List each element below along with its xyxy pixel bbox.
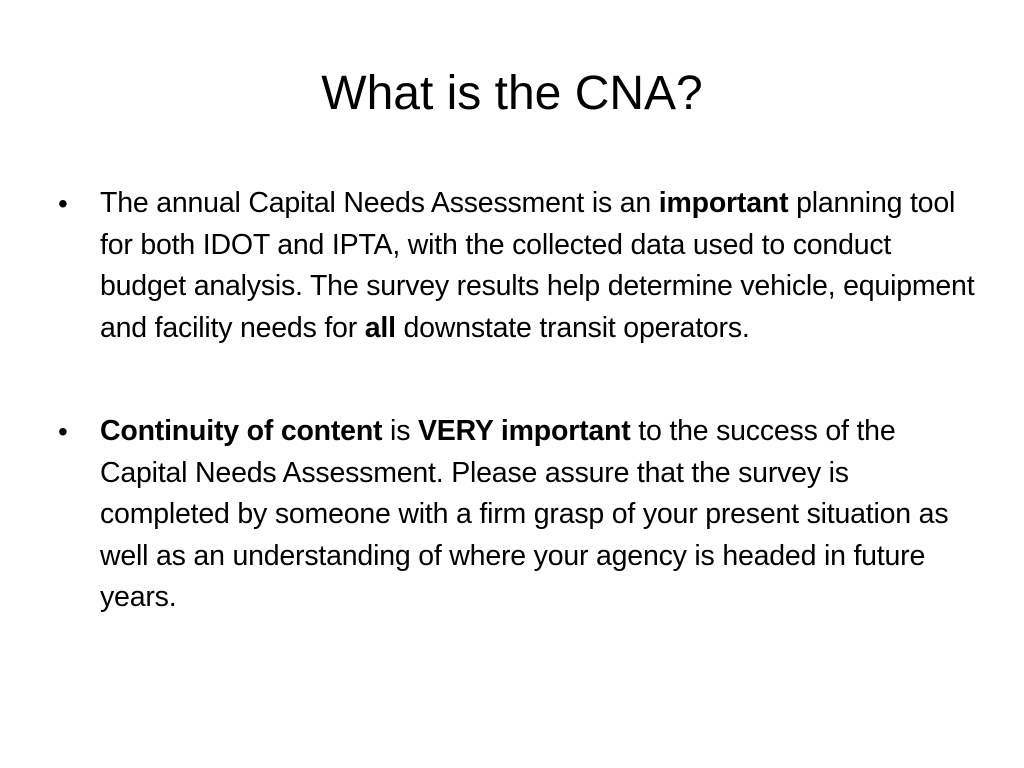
bullet-text-emphasis: all xyxy=(364,311,396,344)
bullet-text-segment: to the success of the Capital Needs Assessment. Please assure that the survey is completed by someone with a firm grasp of your present situation as well as an understanding of where your agency is headed in future years. xyxy=(100,415,949,613)
bullet-text-emphasis: important xyxy=(658,187,789,219)
bullet-list xyxy=(58,183,978,619)
slide-title: What is the CNA? xyxy=(321,67,703,120)
bullet-item xyxy=(58,411,978,619)
bullet-text-emphasis: VERY important xyxy=(417,415,631,447)
bullet-text-segment: The annual Capital Needs Assessment is an xyxy=(100,187,659,219)
bullet-marker: • xyxy=(58,188,68,219)
bullet-text-segment: is xyxy=(382,415,418,447)
bullet-text-segment: planning tool for both IDOT and IPTA, with the collected data used to conduct budget analysis. The survey results help determine vehicle, equipment and facility needs for xyxy=(100,187,975,344)
bullet-text-segment: downstate transit operators. xyxy=(395,311,750,344)
bullet-marker: • xyxy=(58,416,68,447)
bullet-text-emphasis: Continuity of content xyxy=(100,415,383,447)
bullet-item xyxy=(58,183,978,349)
